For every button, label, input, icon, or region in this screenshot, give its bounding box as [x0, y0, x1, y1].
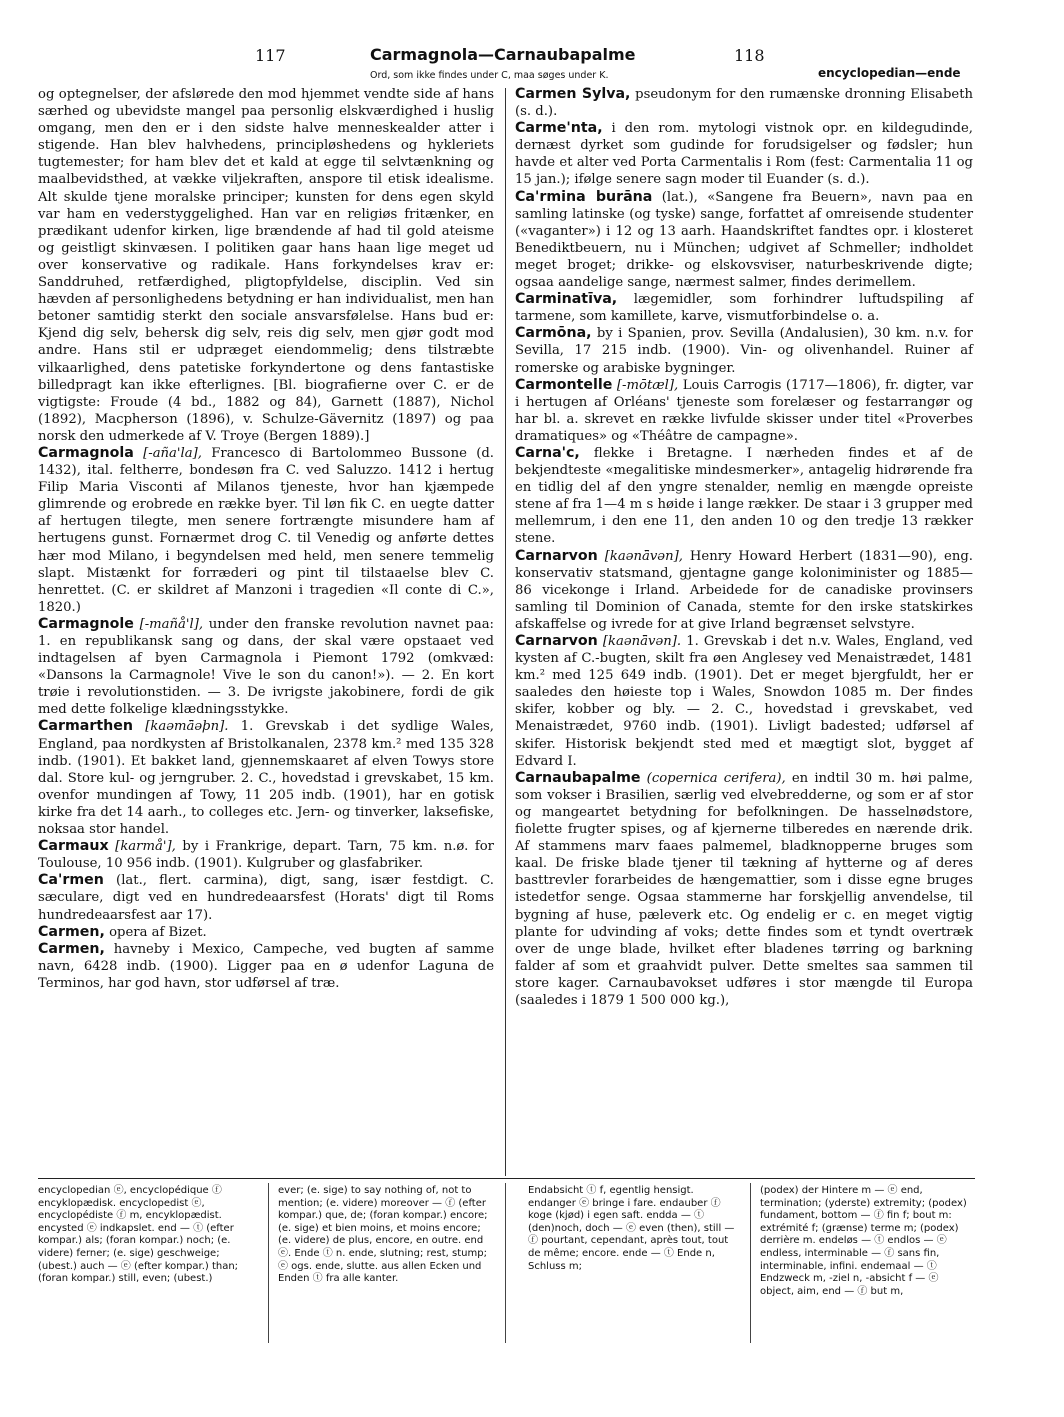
- column-divider: [505, 88, 506, 1176]
- entry-pronunciation: [kaənā̈vən].: [602, 634, 682, 649]
- entry-text: Henry Howard Herbert (1831—90), eng. konservativ statsmand, gjentagne gange koloniminister og 1885—86 vicekonge i Irland. Arbeidede for de canadiske provinsers samling til Dominion of Canada, stemte for den irske statskirkes afskaffelse og ivrede for at give Irland begrænset selvstyre.: [515, 548, 973, 632]
- footer-dictionary-col-4: (podex) der Hintere m — ⓔ end, termination; (yderste) extremity; (podex) fundament, bottom — ⓕ fin f; bout m: extrémité f; (grænse) terme m; (podex) derrière m. endeløs — ⓣ endlos — ⓔ endless, interminable — ⓕ sans fin, interminable, infini. endemaal — ⓣ Endzweck m, -ziel n, -absicht f — ⓔ object, aim, end — ⓕ but m,: [760, 1185, 967, 1297]
- entry-text: flekke i Bretagne. I nærheden findes et af de bekjendteste «megalitiske mindesmerker», antagelig hidrørende fra en tidlig del af den yngre stenalder, nemlig en mængde opreiste stene af fra 1—4 m s høide i lange rækker. De staar i 3 grupper med mellemrum, i den ene 11, den anden 10 og den tredje 13 rækker stene.: [515, 445, 973, 547]
- entry-headword: Ca'rmen: [38, 872, 104, 889]
- entry-headword: Carmen Sylva,: [515, 86, 631, 102]
- entry-pronunciation: [-mōtæl],: [616, 377, 679, 393]
- entry-headword: Carmaux: [38, 838, 109, 855]
- left-column: [38, 86, 494, 992]
- entry-headword: Carnarvon: [515, 633, 598, 649]
- entry-text: by i Frankrige, depart. Tarn, 75 km. n.ø. for Toulouse, 10 956 indb. (1901). Kulgruber og glasfabriker.: [38, 839, 494, 872]
- footer-dictionary-col-2: ever; (e. sige) to say nothing of, not to mention; (e. videre) moreover — ⓕ (efter kompar.) que, de; (foran kompar.) encore; (e. sige) et bien moins, et moins encore; (e. videre) de plus, encore, en outre. end ⓔ. Ende ⓣ n. ende, slutning; rest, stump; ⓔ ogs. ende, slutte. aus allen Ecken und Enden ⓣ fra alle kanter.: [278, 1185, 488, 1285]
- entry-text: 1. Grevskab i det n.v. Wales, England, ved kysten af C.-bugten, skilt fra øen Anglesey ved Menaistrædet, 1481 km.² med 125 649 indb. (1901). Det er meget bjergfuldt, her er saaledes den høieste top i Wales, Snowdon 1085 m. Der findes skifer, kobber og bly. — 2. C., hovedstad i grevskabet, ved Menaistrædet, 9760 indb. (1901). Livligt badested; udførsel af skifer. Historisk bekjendt sted med et mægtigt slot, bygget af Edvard I.: [515, 634, 973, 769]
- entry: [515, 189, 973, 292]
- entry: [515, 633, 973, 770]
- entry-headword: Carmontelle: [515, 376, 613, 393]
- footer-divider: [505, 1183, 506, 1343]
- entry: [38, 941, 494, 992]
- entry-text: under den franske revolution navnet paa: 1. en republikansk sang og dans, der skal være opstaaet ved indtagelsen af byen Carmagnola i Piemont 1792 (omkvæd: «Dansons la Carmagnole! Vive le son du canon!»). — 2. En kort trøie i revolutionstiden. — 3. De ivrigste jakobinere, fordi de gik med dette folkelige klædningsstykke.: [38, 616, 494, 718]
- entry-pronunciation: [-aña'la],: [143, 445, 202, 461]
- entry-text: i den rom. mytologi vistnok opr. en kildegudinde, dernæst dyrket som gudinde for forudsigelser og fødsler; hun havde et alter ved Porta Carmentalis i Rom (fest: Carmentalia 11 og 15 jan.); ifølge senere sagn moder til Euander (s. d.).: [515, 121, 973, 188]
- entry: [515, 120, 973, 188]
- entry-text: Louis Carrogis (1717—1806), fr. digter, var i hertugen af Orléans' tjeneste som forelæser og festarrangør og har bl. a. skrevet en række livfulde skisser under titel «Proverbes dramatiques» og «Théâtre de campagne».: [515, 377, 973, 444]
- entry: [515, 770, 973, 1009]
- entry-text: Francesco di Bartolommeo Bussone (d. 1432), ital. feltherre, bondesøn fra C. ved Saluzzo. 1412 i hertug Filip Maria Visconti af Milanos tjeneste, hvor han kjæmpede glimrende og erobrede en række byer. Til løn fik C. en uegte datter af hertugen tilegte, men senere fortrængte misundere ham af hertugens gunst. Fornærmet drog C. til Venedig og anførte dettes hær mod Milano, i begyndelsen med held, men senere temmelig slapt. Mistænkt for forræderi og pint til tilstaaelse blev C. henrettet. (C. er skildret af Manzoni i tragedien «Il conte di C.», 1820.): [38, 445, 494, 615]
- entry-pronunciation: [kaəmā̈əþn].: [145, 719, 229, 735]
- entry-headword: Carnaubapalme: [515, 769, 641, 786]
- entry-pronunciation: [kaənā̈vən],: [604, 548, 683, 564]
- page-header: [0, 46, 1064, 86]
- entry-text: og optegnelser, der afslørede den mod hjemmet vendte side af hans særhed og ubevidste mangel paa personlig elskværdighed i huslig omgang, men den er i den sidste halve menneskealder atter i stigende. Han blev halvhedens, principløshedens og hykleriets tugtemester; for ham blev det et kald at egge til selvtænkning og maalbevidsthed, at vække viljekraften, anspore til etisk idealisme. Alt skulde tjene moralske principer; kunsten for dens egen skyld var ham en vederstyggelighed. Han var en religiøs fritænker, en prædikant udenfor kirken, lige brændende af had til gold ateisme og geistligt skinvæsen. I politiken gaar hans haan lige meget ud over konservative og radikale. Hans forkyndelses krav er: Sanddruhed, retfærdighed, pligtopfyldelse, disciplin. Ved sin hævden af personlighedens betydning er han individualist, men han betoner samtidig sterkt den sociale ansvarsfølelse. Hans bud er: Kjend dig selv, behersk dig selv, reis dig selv, men gjør godt mod andre. Hans stil er udpræget eiendommelig; dens tilstræbte vilkaarlighed, dens patetiske forkyndertone og dens fantastiske billedpragt kan ikke efterlignes. [Bl. biografierne over C. er de vigtigste: Froude (4 bd., 1882 og 84), Garnett (1887), Nichol (1892), Macpherson (1896), v. Schulze-Gävernitz (1897) og paa norsk den udmerkede af V. Troye (Bergen 1889).]: [38, 87, 495, 444]
- entry-headword: Carna'c,: [515, 444, 580, 461]
- entry: [38, 445, 494, 616]
- entry-text: havneby i Mexico, Campeche, ved bugten af samme navn, 6428 indb. (1900). Ligger paa en ø udenfor Laguna de Terminos, har god havn, stor udførsel af træ.: [38, 941, 494, 991]
- entry: [38, 924, 494, 941]
- entry: [515, 86, 973, 120]
- entry-headword: Carnarvon: [515, 547, 598, 564]
- entry-text: lægemidler, som forhindrer luftudspiling af tarmene, som kamillete, karve, vismutforbindelse o. a.: [515, 292, 973, 325]
- entry: [38, 838, 494, 872]
- entry-text: by i Spanien, prov. Sevilla (Andalusien), 30 km. n.v. for Sevilla, 17 215 indb. (1900). Vin- og olivenhandel. Ruiner af romerske og arabiske bygninger.: [515, 326, 973, 376]
- entry: [515, 377, 973, 445]
- entry-headword: Ca'rmina burāna: [515, 188, 653, 205]
- entry-pronunciation: (copernica cerifera),: [646, 770, 786, 786]
- page-subtitle: Ord, som ikke findes under C, maa søges under K.: [370, 70, 609, 81]
- entry: [38, 616, 494, 719]
- entry-text: opera af Bizet.: [104, 924, 207, 940]
- entry-text: (lat., flert. carmina), digt, sang, især festdigt. C. sæculare, digt ved en hundredeaarsfest (Horats' digt til Roms hundredeaarsfest aar 17).: [38, 873, 494, 923]
- entry-text: (lat.), «Sangene fra Beuern», navn paa en samling latinske (og tyske) sange, forfattet af omreisende studenter («vaganter») i 12 og 13 aarh. Haandskriftet fandtes opr. i klosteret Benediktbeuern, nu i München; udgivet af Schmeller; indholdet meget broget; drikke- og elskovsviser, naturbeskrivende digte; ogsaa aandelige sange, nærmest salmer, findes derimellem.: [515, 189, 974, 291]
- entry-headword: Carmarthen: [38, 718, 133, 735]
- footer-dictionary-col-1: encyclopedian ⓔ, encyclopédique ⓕ encyklopædisk. encyclopedist ⓔ, encyclopédiste ⓕ m, encyklopædist. encysted ⓔ indkapslet. end — ⓣ (efter kompar.) als; (foran kompar.) noch; (e. videre) ferner; (e. sige) geschweige; (ubest.) auch — ⓔ (efter kompar.) than; (foran kompar.) still, even; (ubest.): [38, 1185, 239, 1285]
- entry: [515, 445, 973, 548]
- entry-headword: Carmōna,: [515, 325, 592, 342]
- footer-divider: [268, 1183, 269, 1343]
- entry: [38, 718, 494, 838]
- page-number-left: 117: [255, 46, 286, 65]
- entry: [38, 872, 494, 923]
- entry-headword: Carmagnola: [38, 444, 134, 461]
- entry-headword: Carmagnole: [38, 615, 134, 632]
- page-title: Carmagnola—Carnaubapalme: [370, 45, 636, 64]
- entry-text: pseudonym for den rumænske dronning Elisabeth (s. d.).: [515, 87, 973, 120]
- entry-headword: Carmen,: [38, 923, 105, 940]
- entry: [515, 325, 973, 376]
- entry-pronunciation: [-mañå'l],: [139, 616, 204, 632]
- entry-headword: Carminatīva,: [515, 291, 618, 308]
- entry: [515, 548, 973, 633]
- entry: [38, 86, 494, 445]
- entry-headword: Carme'nta,: [515, 120, 603, 137]
- entry-text: en indtil 30 m. høi palme, som vokser i Brasilien, særlig ved elvebredderne, og som er af stor og mangeartet betydning for befolkningen. De hasselnødstore, fiolette frugter spises, og af kjernerne tilberedes en nærende drik. Af stammens marv faaes palmemel, bladknopperne bruges som kaal. De friske blade tjener til tækning af hytterne og af deres basttrevler forarbeides de hængemattier, som i disse egne bruges istedetfor senge. Ogsaa stammerne har forskjellig anvendelse, til bygning af huse, pæleverk etc. Og endelig er c. en meget vigtig plante for udvinding af voks; dette findes som et tyndt overtræk over de unge blade, hvilket efter bladenes tørring og barkning falder af som et graahvidt pulver. Dette smeltes saa sammen til store kager. Carnaubavokset udføres i stor mængde til Europa (saaledes i 1879 1 500 000 kg.),: [515, 770, 973, 1008]
- entry-pronunciation: [karmå'],: [115, 839, 176, 855]
- footer-divider: [750, 1183, 751, 1343]
- page-number-right: 118: [734, 46, 765, 65]
- footer-rule: [38, 1178, 975, 1179]
- footer-dictionary-col-3: Endabsicht ⓣ f, egentlig hensigt. endanger ⓔ bringe i fare. endauber ⓕ koge (kjød) i egen saft. endda — ⓣ (den)noch, doch — ⓔ even (then), still — ⓕ pourtant, cependant, après tout, tout de même; encore. ende — ⓣ Ende n, Schluss m;: [528, 1185, 735, 1272]
- right-column: [515, 86, 973, 1009]
- entry: [515, 291, 973, 325]
- entry-text: 1. Grevskab i det sydlige Wales, England, paa nordkysten af Bristolkanalen, 2378 km.² med 135 328 indb. (1901). Et bakket land, gjennemskaaret af elven Towys store dal. Store kul- og jerngruber. 2. C., hovedstad i grevskabet, 15 km. ovenfor mundingen af Towy, 11 205 indb. (1901), har en gotisk kirke fra det 14 aarh., to colleges etc. Jern- og tinverker, laksefiske, noksaa stor handel.: [38, 719, 494, 838]
- guide-word: encyclopedian—ende: [818, 66, 961, 80]
- entry-headword: Carmen,: [38, 940, 105, 957]
